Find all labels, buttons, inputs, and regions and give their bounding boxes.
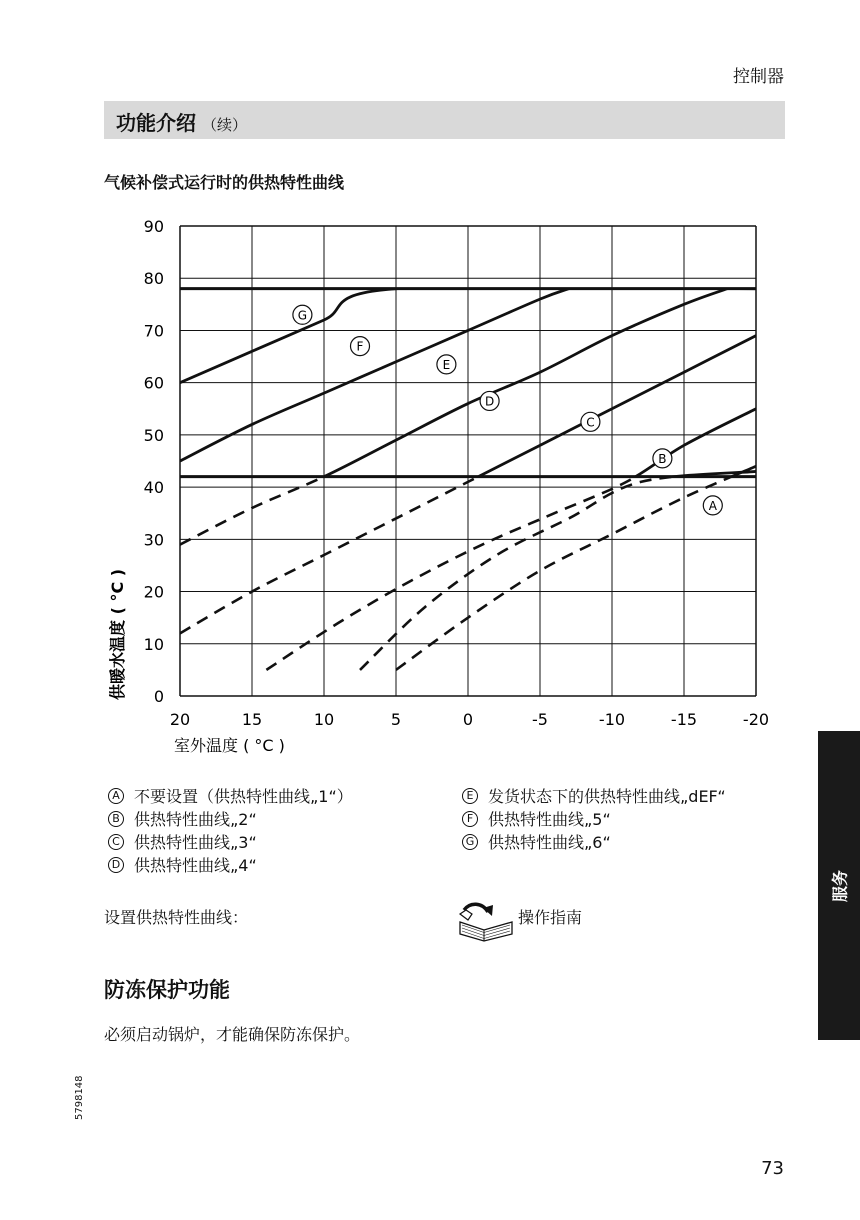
y-axis-label: 供暖水温度 ( °C ): [108, 568, 127, 700]
legend-text: 不要设置（供热特性曲线„1“）: [134, 787, 353, 806]
section-title-text: 功能介绍: [116, 111, 196, 135]
x-tick-label: -10: [598, 710, 626, 729]
curve-label-letter: B: [658, 451, 667, 466]
y-tick-label: 50: [143, 425, 164, 445]
legend-text: 供热特性曲线„2“: [134, 810, 257, 829]
x-tick-label: 15: [241, 710, 263, 729]
x-tick-label: 10: [313, 710, 335, 729]
legend-letter: C: [108, 834, 124, 850]
side-tab: [818, 731, 860, 1040]
legend-letter: G: [462, 834, 478, 850]
curve-label-F: [351, 337, 370, 356]
x-axis-label: 室外温度 ( °C ): [174, 736, 285, 755]
legend-letter: A: [108, 788, 124, 804]
y-tick-label: 90: [143, 217, 164, 236]
x-tick-label: 5: [390, 710, 402, 729]
x-tick-label: -20: [742, 710, 770, 729]
legend-letter: D: [108, 857, 124, 873]
section-continued: （续）: [202, 116, 248, 134]
chart-curve-labels: [293, 305, 722, 515]
y-tick-label: 30: [143, 530, 164, 550]
frost-heading: 防冻保护功能: [104, 978, 230, 1002]
y-tick-label: 80: [143, 269, 164, 289]
curve-C-dashed: [396, 466, 756, 670]
curve-label-letter: D: [484, 394, 495, 409]
y-tick-label: 10: [143, 634, 164, 654]
y-tick-label: 60: [143, 373, 164, 393]
legend-text: 供热特性曲线„5“: [488, 810, 611, 829]
legend-text: 供热特性曲线„6“: [488, 833, 611, 852]
curve-label-G: [293, 305, 312, 324]
legend-text: 发货状态下的供热特性曲线„dEF“: [488, 787, 726, 806]
doc-number: 5798148: [74, 1075, 85, 1120]
legend-item-E: [462, 784, 726, 807]
legend-text: 供热特性曲线„3“: [134, 833, 257, 852]
frost-text: 必须启动锅炉，才能确保防冻保护。: [104, 1025, 361, 1044]
legend-item-B: [108, 807, 257, 830]
x-tick-label: -15: [670, 710, 698, 729]
curve-label-letter: G: [297, 308, 308, 323]
legend-letter: B: [108, 811, 124, 827]
header-title: 控制器: [733, 67, 784, 87]
curve-label-letter: F: [356, 339, 364, 354]
legend-letter: E: [462, 788, 478, 804]
manual-label: 操作指南: [518, 908, 583, 927]
curve-label-E: [437, 355, 456, 374]
curve-label-C: [581, 412, 600, 431]
page-number: 73: [761, 1158, 784, 1179]
x-tick-label: 20: [169, 710, 191, 729]
x-tick-label: 0: [462, 710, 474, 729]
y-tick-label: 20: [143, 582, 164, 602]
book-icon: [456, 896, 516, 942]
side-tab-label: 服务: [830, 869, 850, 902]
curve-E-solid: [180, 289, 727, 545]
legend-item-D: [108, 853, 257, 876]
y-tick-label: 0: [153, 687, 164, 706]
curve-E-dashed: [180, 289, 727, 545]
legend-item-F: [462, 807, 611, 830]
y-tick-label: 70: [143, 321, 164, 341]
chart-ticks: [144, 217, 769, 729]
setting-label: 设置供热特性曲线：: [104, 908, 249, 927]
legend-text: 供热特性曲线„4“: [134, 856, 257, 875]
x-tick-label: -5: [532, 710, 548, 729]
curve-label-letter: E: [442, 357, 451, 372]
curve-label-B: [653, 449, 672, 468]
curve-label-A: [703, 496, 722, 515]
curve-label-letter: A: [708, 498, 717, 513]
legend-letter: F: [462, 811, 478, 827]
chart-heading: 气候补偿式运行时的供热特性曲线: [104, 173, 345, 192]
legend-item-C: [108, 830, 257, 853]
legend-item-G: [462, 830, 611, 853]
curve-label-D: [480, 391, 499, 410]
curve-label-letter: C: [586, 415, 595, 430]
curve-A-solid: [360, 471, 756, 669]
curve-C-solid: [396, 466, 756, 670]
y-tick-label: 40: [143, 478, 164, 498]
curve-A-dashed: [360, 471, 756, 669]
legend-item-A: [108, 784, 353, 807]
